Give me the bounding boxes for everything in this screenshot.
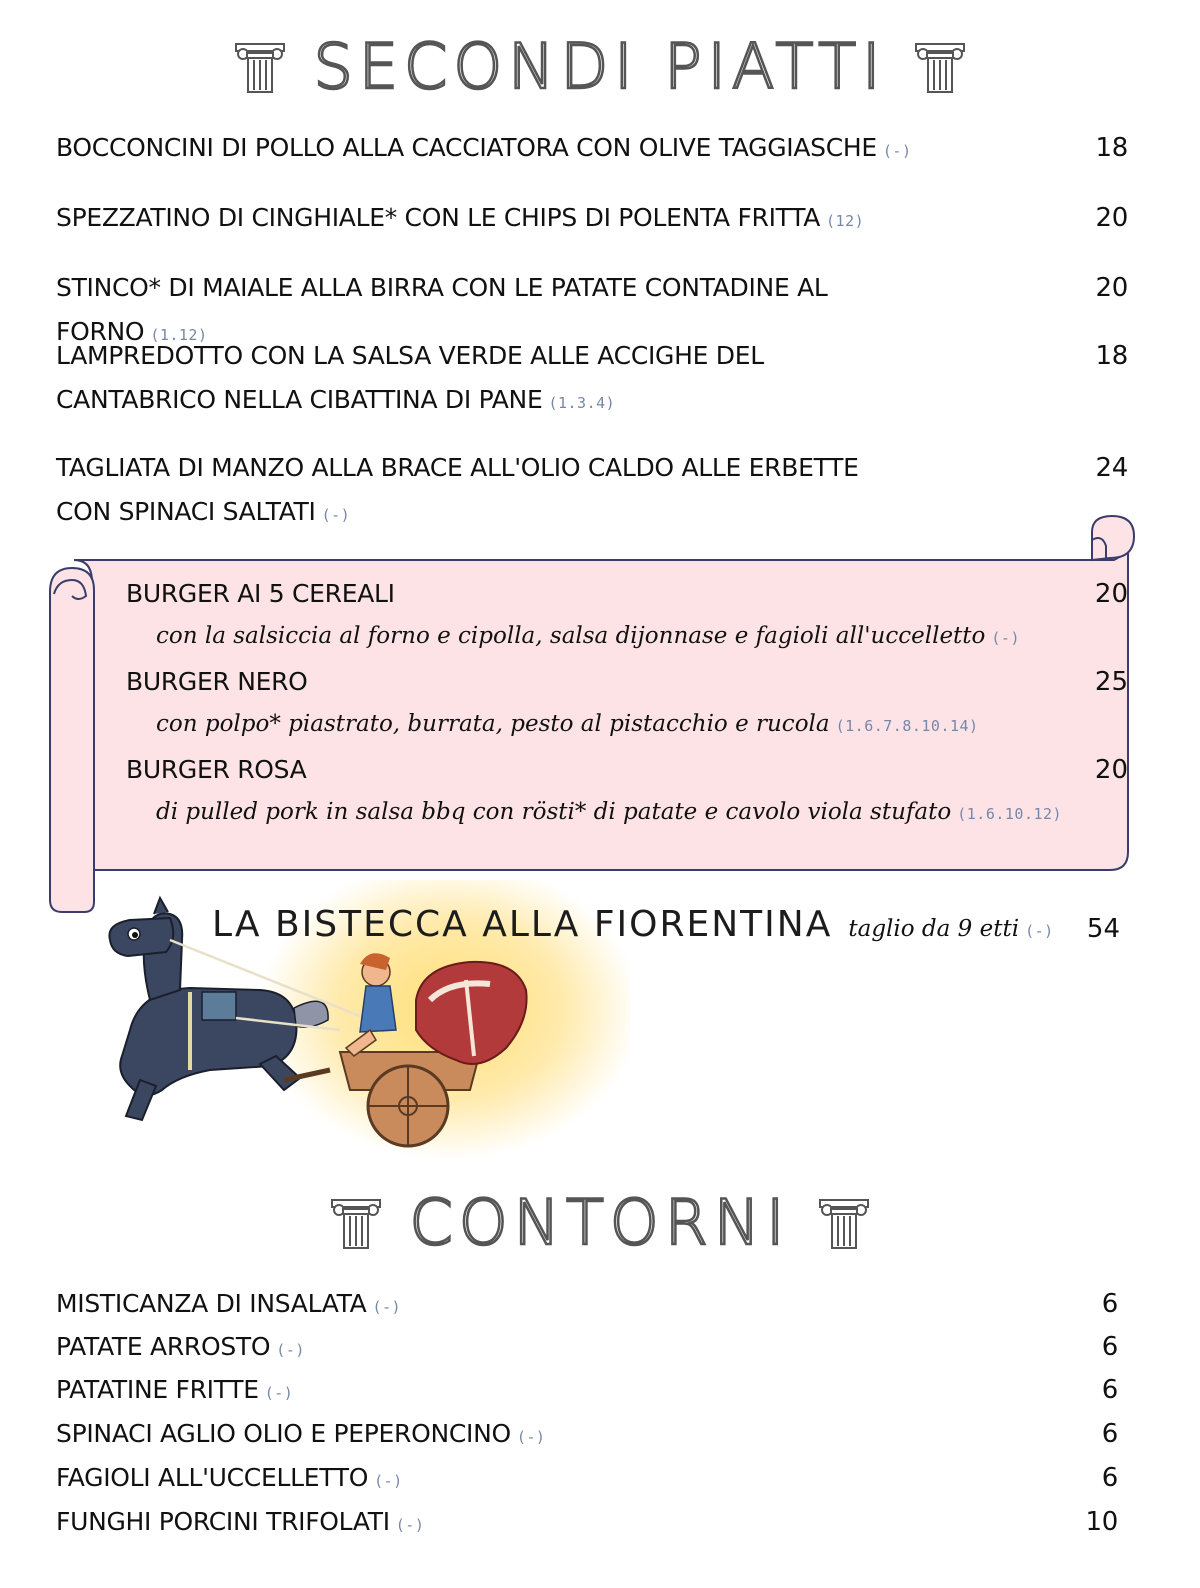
burger-allergens: (1.6.7.8.10.14) (835, 717, 979, 735)
side-price: 6 (1101, 1419, 1118, 1449)
burger-allergens: (-) (991, 629, 1020, 647)
contorni-header (0, 1186, 1200, 1259)
side-allergens: (-) (264, 1384, 294, 1402)
fiorentina-row (212, 904, 1120, 964)
side-price: 6 (1101, 1463, 1118, 1493)
burger-description: con polpo* piastrato, burrata, pesto al pistacchio e rucola (156, 711, 830, 737)
side-row (56, 1327, 1118, 1370)
side-name: SPINACI AGLIO OLIO E PEPERONCINO (56, 1419, 511, 1448)
dish-price: 24 (1095, 453, 1128, 483)
burger-description: con la salsiccia al forno e cipolla, salsa dijonnase e fagioli all'uccelletto (156, 623, 986, 649)
burger-price: 20 (1094, 755, 1128, 785)
dish-row (56, 126, 1128, 173)
dish-price: 18 (1095, 341, 1128, 371)
fiorentina-price: 54 (1086, 914, 1120, 944)
fiorentina-allergens: (-) (1025, 922, 1054, 940)
dish-name: TAGLIATA DI MANZO ALLA BRACE ALL'OLIO CALDO ALLE ERBETTE CON SPINACI SALTATI (56, 453, 859, 526)
contorni-title: CONTORNI (409, 1186, 791, 1259)
side-allergens: (-) (516, 1428, 546, 1446)
greek-column-icon (330, 1196, 382, 1250)
side-allergens: (-) (276, 1341, 305, 1359)
side-allergens: (-) (372, 1298, 402, 1316)
burger-price: 25 (1094, 667, 1128, 697)
greek-column-icon (914, 40, 966, 94)
burger-item (126, 662, 1128, 748)
side-row (56, 1458, 1118, 1501)
secondi-title: SECONDI PIATTI (313, 30, 887, 103)
side-row (56, 1414, 1118, 1457)
side-price: 10 (1085, 1507, 1118, 1537)
dish-allergens: (-) (321, 506, 351, 524)
dish-name: SPEZZATINO DI CINGHIALE* CON LE CHIPS DI POLENTA FRITTA (56, 203, 821, 232)
side-name: PATATINE FRITTE (56, 1375, 259, 1404)
dish-name: STINCO* DI MAIALE ALLA BIRRA CON LE PATATE CONTADINE AL FORNO (56, 273, 828, 346)
dish-allergens: (1.12) (150, 326, 208, 344)
side-price: 6 (1101, 1375, 1118, 1405)
dish-row (56, 196, 1128, 243)
dish-allergens: (1.3.4) (548, 394, 616, 412)
dish-name: BOCCONCINI DI POLLO ALLA CACCIATORA CON OLIVE TAGGIASCHE (56, 133, 877, 162)
side-price: 6 (1101, 1332, 1118, 1362)
side-name: FAGIOLI ALL'UCCELLETTO (56, 1463, 369, 1492)
secondi-header (0, 30, 1200, 103)
dish-name: LAMPREDOTTO CON LA SALSA VERDE ALLE ACCIGHE DEL CANTABRICO NELLA CIBATTINA DI PANE (56, 341, 764, 414)
burger-item (126, 750, 1128, 836)
side-row (56, 1502, 1118, 1545)
burger-description: di pulled pork in salsa bbq con rösti* di patate e cavolo viola stufato (156, 799, 952, 825)
burger-name: BURGER NERO (126, 667, 308, 696)
side-row (56, 1284, 1118, 1327)
fiorentina-subtitle: taglio da 9 etti (848, 916, 1020, 942)
greek-column-icon (818, 1196, 870, 1250)
dish-allergens: (-) (882, 142, 912, 160)
dish-price: 20 (1095, 203, 1128, 233)
burger-name: BURGER AI 5 CEREALI (126, 579, 395, 608)
burger-name: BURGER ROSA (126, 755, 307, 784)
burger-allergens: (1.6.10.12) (957, 805, 1063, 823)
burger-price: 20 (1094, 579, 1128, 609)
side-allergens: (-) (395, 1516, 425, 1534)
dish-allergens: (12) (826, 212, 865, 230)
burger-item (126, 574, 1128, 660)
dish-price: 20 (1095, 273, 1128, 303)
side-name: FUNGHI PORCINI TRIFOLATI (56, 1507, 390, 1536)
dish-row (56, 334, 1128, 425)
greek-column-icon (234, 40, 286, 94)
side-row (56, 1370, 1118, 1413)
fiorentina-title: LA BISTECCA ALLA FIORENTINA (212, 904, 833, 945)
dish-price: 18 (1095, 133, 1128, 163)
side-allergens: (-) (374, 1472, 403, 1490)
side-price: 6 (1101, 1289, 1118, 1319)
side-name: MISTICANZA DI INSALATA (56, 1289, 367, 1318)
side-name: PATATE ARROSTO (56, 1332, 271, 1361)
